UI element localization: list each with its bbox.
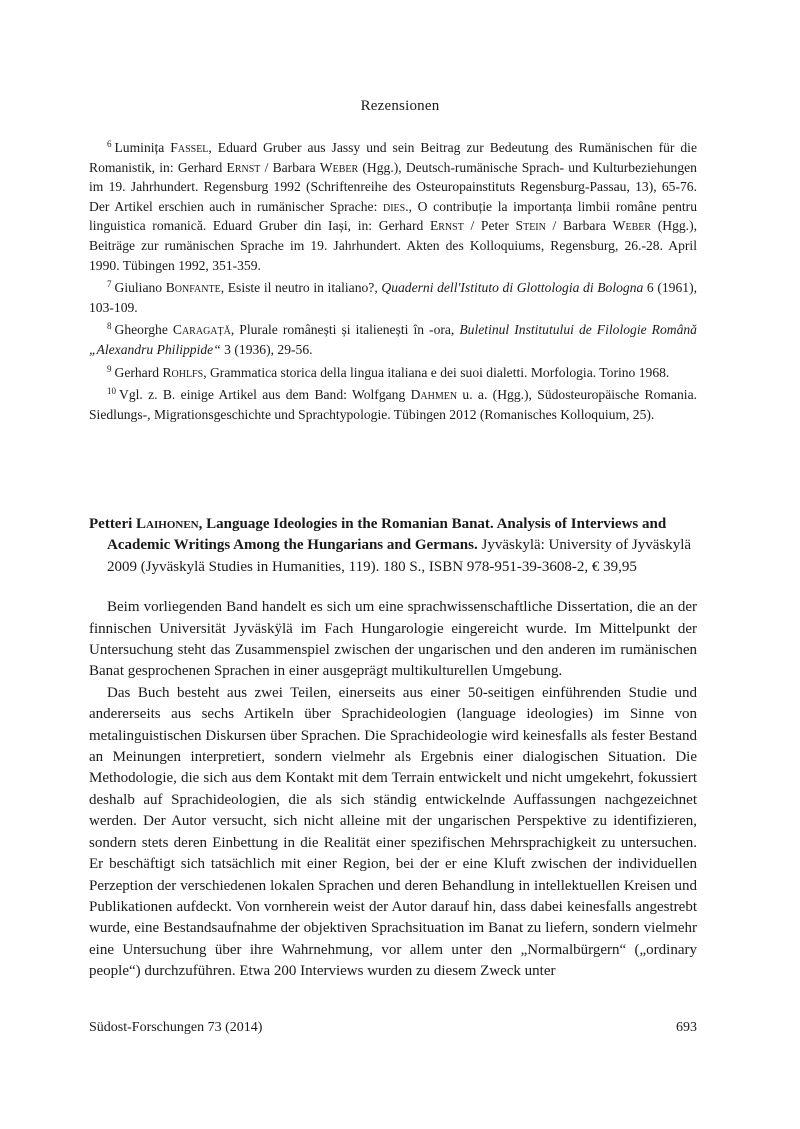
footnote-7: $^7$ Giuliano Bonfante, Esiste il neutro in italiano?, Quaderni dell'Istituto di Glottologia di Bologna 6 (1961), 103-109.	[89, 279, 697, 315]
footnote-8: $^8$ Gheorghe Caragață, Plurale românești și italienești în -ora, Buletinul Institutului de Filologie Română „Alexandru Philippide“ 3 (1936), 29-56.	[89, 321, 697, 357]
author-name: Ernst	[429, 218, 464, 234]
author-name: Caragață	[172, 322, 231, 338]
review-title: Petteri Laihonen, Language Ideologies in the Romanian Banat. Analysis of Interviews and Academic Writings Among the Hungarians and Germans.	[89, 516, 667, 554]
footnote-9: $^9$ Gerhard Rohlfs, Grammatica storica della lingua italiana e dei suoi dialetti. Morfologia. Torino 1968.	[107, 363, 670, 380]
footnote-number: 10	[107, 386, 116, 397]
footnote-number: 9	[107, 363, 112, 374]
author-name: Fassel	[170, 140, 209, 155]
author-name: Dahmen	[410, 387, 458, 403]
review-body	[89, 597, 697, 982]
author-name: Ernst	[226, 159, 261, 175]
journal-citation: Südost-Forschungen 73 (2014)	[89, 1020, 263, 1035]
review-section	[89, 514, 697, 983]
footnote-6: $^6$ Luminița Fassel, Eduard Gruber aus Jassy und sein Beitrag zur Bedeutung des Rumänischen für die Romanistik, in: Gerhard Ernst / Barbara Weber (Hgg.), Deutsch-rumänische Sprach- und Kulturbeziehungen im 19. Jahrhundert. Regensburg 1992 (Schriftenreihe des Osteuropainstituts Regensburg-Passau, 13), 65-76. Der Artikel erschien auch in rumänischer Sprache: dies., O contribuție la importanța limbii române pentru linguistica romanică. Eduard Gruber din Iași, in: Gerhard Ernst / Peter Stein / Barbara Weber (Hgg.), Beiträge zur rumänischen Sprache im 19. Jahrhundert. Akten des Kolloquiums, Regensburg, 26.-28. April 1990. Tübingen 1992, 351-359.	[89, 139, 697, 273]
page-number: 693	[676, 1020, 697, 1035]
page-footer	[89, 1020, 697, 1036]
journal-title: Buletinul Institutului de Filologie Română „Alexandru Philippide“	[89, 322, 697, 357]
footnote-number: 6	[107, 139, 112, 149]
paragraph: Das Buch besteht aus zwei Teilen, einerseits aus einer 50-seitigen einführenden Studie und andererseits aus sechs Artikeln über Sprachideologien (language ideologies) im Sinne von metalinguistischen Diskursen über Sprachen. Die Sprachideologie wird keinesfalls als fester Bestand an Meinungen interpretiert, sondern vielmehr als Ergebnis einer dialogischen Situation. Die Methodologie, die sich aus dem Kontakt mit dem Terrain entwickelt und nicht umgekehrt, fokussiert deshalb auf Sprachideologien, die als sich ständig entwickelnde Auffassungen nachgezeichnet werden. Der Autor versucht, sich nicht alleine mit der ungarischen Perspektive zu identifizieren, sondern stets deren Einbettung in die Realität einer spezifischen Mehrsprachigkeit zu untersuchen. Er beschäftigt sich tatsächlich mit einer Region, bei der er eine Kluft zwischen der individuellen Perzeption der verschiedenen lokalen Sprachen und deren Behandlung in intellektuellen Kreisen und Publikationen aufdeckt. Von vornherein weist der Autor darauf hin, dass dabei keinesfalls angestrebt wurde, eine Bestandsaufnahme der objektiven Sprachsituation im Banat zu liefern, sondern vielmehr eine Untersuchung über ihre Wahrnehmung, vor allem unter den „Normalbürgern“ („ordinary people“) durchzuführen. Etwa 200 Interviews wurden zu diesem Zweck unter	[89, 684, 697, 980]
author-name: Weber	[319, 159, 359, 175]
author-name: Bonfante	[165, 280, 221, 296]
footnotes	[89, 135, 697, 424]
author-name: Rohlfs	[162, 364, 204, 380]
paragraph: Beim vorliegenden Band handelt es sich um eine sprachwissenschaftliche Dissertation, die an der finnischen Universität Jyväskÿlä im Fach Hungarologie eingereicht wurde. Im Mittelpunkt der Untersuchung steht das Zusammenspiel zwischen der ungarischen und den anderen im rumänischen Banat gesprochenen Sprachen in einer ausgeprägt multikulturellen Umgebung.	[89, 599, 697, 680]
publication-details: Jyväskylä: University of Jyväskylä 2009 (Jyväskylä Studies in Humanities, 119). 180 S., ISBN 978-951-39-3608-2, € 39,95	[107, 537, 692, 575]
footnote-number: 8	[107, 321, 112, 332]
author-name: Stein	[515, 218, 546, 234]
review-heading	[89, 514, 697, 578]
author-name: Weber	[612, 218, 652, 234]
journal-title: Quaderni dell'Istituto di Glottologia di Bologna	[381, 280, 644, 296]
footnote-number: 7	[107, 279, 112, 290]
footnote-10: $^{10}$ Vgl. z. B. einige Artikel aus dem Band: Wolfgang Dahmen u. a. (Hgg.), Südosteuropäische Romania. Siedlungs-, Migrationsgeschichte und Sprachtypologie. Tübingen 2012 (Romanisches Kolloquium, 25).	[89, 386, 697, 422]
review-author: Laihonen	[136, 516, 199, 532]
running-header: Rezensionen	[360, 98, 440, 114]
